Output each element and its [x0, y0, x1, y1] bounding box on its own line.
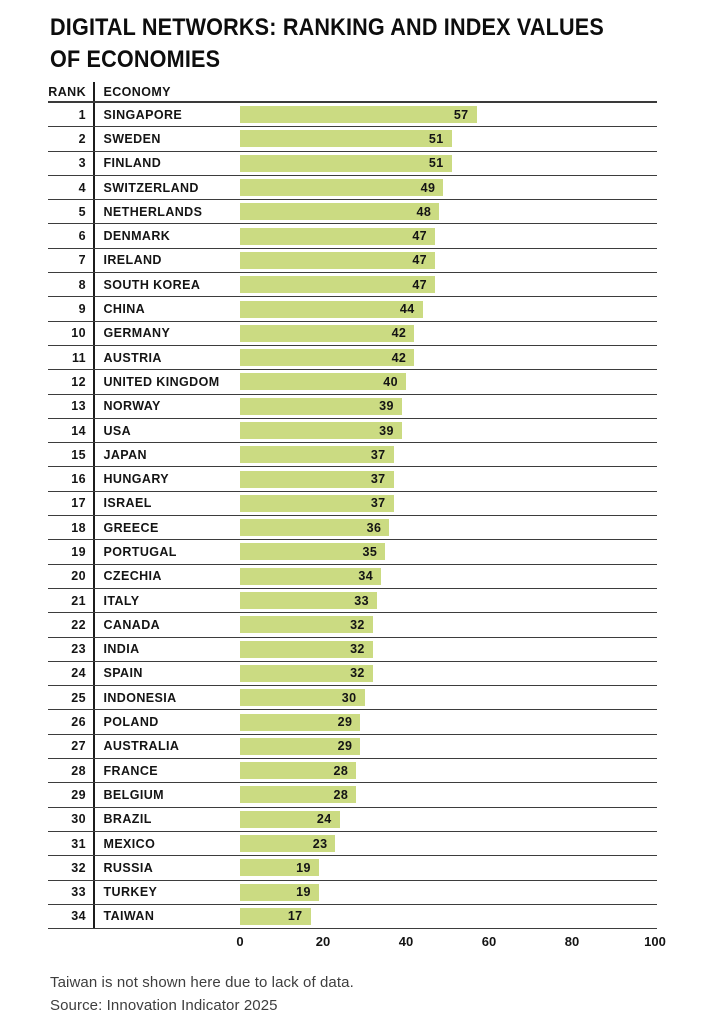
economy-name: RUSSIA — [103, 860, 154, 875]
rank-value: 13 — [71, 399, 86, 414]
bar-cell — [240, 710, 657, 733]
economy-name: CHINA — [103, 302, 146, 317]
rank-value: 3 — [78, 156, 86, 171]
index-bar — [240, 203, 439, 220]
economy-name: MEXICO — [103, 836, 156, 851]
economy-name: GREECE — [103, 520, 159, 535]
index-value-label: 37 — [370, 496, 386, 511]
bar-cell — [240, 492, 657, 515]
economy-name: IRELAND — [103, 253, 162, 268]
index-bar — [240, 811, 340, 828]
table-row — [48, 467, 657, 491]
table-row — [48, 419, 657, 443]
bar-cell — [240, 176, 657, 199]
index-value-label: 51 — [428, 131, 444, 146]
economy-name: INDIA — [103, 642, 140, 657]
index-bar — [240, 714, 360, 731]
table-row — [48, 249, 657, 273]
index-value-label: 39 — [379, 423, 394, 438]
bar-cell — [240, 613, 657, 636]
bar-cell — [240, 127, 657, 150]
index-bar — [240, 859, 319, 876]
index-value-label: 44 — [399, 302, 415, 317]
x-axis-tick-label: 60 — [481, 934, 497, 950]
page-title-line1: DIGITAL NETWORKS: RANKING AND INDEX VALUES — [50, 14, 604, 41]
index-bar — [240, 641, 373, 658]
table-row — [48, 881, 657, 905]
x-axis-tick-label: 100 — [644, 934, 666, 950]
bar-cell — [240, 395, 657, 418]
index-value-label: 29 — [337, 739, 353, 754]
header-bar-area — [240, 82, 657, 101]
index-bar — [240, 908, 311, 925]
economy-name: TAIWAN — [103, 909, 155, 924]
table-row — [48, 103, 657, 127]
index-value-label: 17 — [287, 909, 303, 924]
rank-value: 14 — [71, 423, 86, 438]
x-axis-tick-label: 20 — [315, 934, 331, 950]
table-row — [48, 856, 657, 880]
bar-cell — [240, 905, 657, 928]
table-row — [48, 224, 657, 248]
rank-value: 24 — [71, 666, 86, 681]
index-bar — [240, 422, 402, 439]
table-row — [48, 322, 657, 346]
index-value-label: 28 — [333, 787, 349, 802]
table-row — [48, 686, 657, 710]
index-bar — [240, 301, 423, 318]
economy-name: USA — [103, 423, 132, 438]
table-row — [48, 808, 657, 832]
index-bar — [240, 592, 377, 609]
rank-value: 21 — [71, 593, 86, 608]
table-row — [48, 346, 657, 370]
bar-cell — [240, 152, 657, 175]
rank-value: 28 — [71, 763, 86, 778]
economy-name: ITALY — [103, 593, 140, 608]
economy-name: HUNGARY — [103, 472, 170, 487]
index-value-label: 39 — [379, 399, 394, 414]
index-bar — [240, 252, 435, 269]
economy-name: UNITED KINGDOM — [103, 374, 220, 389]
rank-value: 8 — [78, 277, 86, 292]
index-value-label: 35 — [362, 544, 378, 559]
rank-value: 11 — [71, 350, 86, 365]
rank-value: 32 — [71, 860, 86, 875]
bar-cell — [240, 516, 657, 539]
bar-cell — [240, 540, 657, 563]
bar-cell — [240, 686, 657, 709]
bar-cell — [240, 565, 657, 588]
index-bar — [240, 543, 385, 560]
table-row — [48, 492, 657, 516]
index-bar — [240, 835, 335, 852]
index-value-label: 37 — [370, 447, 386, 462]
bar-cell — [240, 200, 657, 223]
rank-value: 25 — [71, 690, 86, 705]
index-bar — [240, 373, 406, 390]
economy-name: PORTUGAL — [103, 544, 177, 559]
index-value-label: 19 — [296, 860, 311, 875]
rank-value: 23 — [71, 642, 86, 657]
rank-value: 26 — [71, 715, 86, 730]
index-bar — [240, 130, 452, 147]
bar-cell — [240, 103, 657, 126]
economy-name: SOUTH KOREA — [103, 277, 201, 292]
ranking-table — [48, 82, 666, 953]
table-row — [48, 783, 657, 807]
table-row — [48, 589, 657, 613]
x-axis — [48, 929, 666, 953]
table-row — [48, 540, 657, 564]
page-title — [50, 12, 604, 77]
rank-value: 4 — [78, 180, 86, 195]
rank-value: 30 — [71, 812, 86, 827]
index-value-label: 32 — [350, 666, 365, 681]
rank-value: 19 — [71, 544, 86, 559]
chart-footer — [50, 971, 354, 1017]
index-value-label: 57 — [453, 107, 469, 122]
economy-name: INDONESIA — [103, 690, 177, 705]
economy-name: POLAND — [103, 715, 159, 730]
index-value-label: 34 — [358, 569, 374, 584]
index-value-label: 28 — [333, 763, 349, 778]
table-row — [48, 152, 657, 176]
table-row — [48, 905, 657, 929]
table-row — [48, 710, 657, 734]
rank-value: 9 — [78, 302, 86, 317]
economy-name: NETHERLANDS — [103, 204, 203, 219]
index-bar — [240, 106, 477, 123]
table-row — [48, 638, 657, 662]
index-bar — [240, 568, 381, 585]
economy-name: AUSTRALIA — [103, 739, 180, 754]
rank-value: 12 — [71, 374, 86, 389]
x-axis-tick-label: 80 — [564, 934, 580, 950]
table-row — [48, 273, 657, 297]
economy-column-header: ECONOMY — [103, 84, 171, 99]
index-value-label: 51 — [428, 156, 444, 171]
rank-value: 7 — [78, 253, 86, 268]
bar-cell — [240, 249, 657, 272]
index-value-label: 32 — [350, 642, 365, 657]
index-value-label: 30 — [341, 690, 357, 705]
index-value-label: 42 — [391, 350, 407, 365]
bar-cell — [240, 419, 657, 442]
table-row — [48, 297, 657, 321]
bar-cell — [240, 224, 657, 247]
economy-name: ISRAEL — [103, 496, 152, 511]
rank-value: 15 — [71, 447, 86, 462]
rank-value: 6 — [78, 229, 86, 244]
table-header — [48, 82, 657, 103]
index-value-label: 36 — [366, 520, 382, 535]
index-bar — [240, 665, 373, 682]
table-row — [48, 613, 657, 637]
source-text: Source: Innovation Indicator 2025 — [50, 997, 278, 1014]
economy-name: SPAIN — [103, 666, 143, 681]
economy-name: SINGAPORE — [103, 107, 183, 122]
index-value-label: 23 — [312, 836, 328, 851]
bar-cell — [240, 662, 657, 685]
table-row — [48, 516, 657, 540]
index-bar — [240, 398, 402, 415]
bar-cell — [240, 783, 657, 806]
table-row — [48, 759, 657, 783]
economy-name: CZECHIA — [103, 569, 162, 584]
index-value-label: 42 — [391, 326, 407, 341]
economy-name: SWEDEN — [103, 131, 161, 146]
bar-cell — [240, 589, 657, 612]
bar-cell — [240, 443, 657, 466]
index-bar — [240, 276, 435, 293]
index-value-label: 40 — [383, 374, 398, 389]
index-bar — [240, 179, 443, 196]
index-value-label: 32 — [350, 617, 365, 632]
index-value-label: 48 — [416, 204, 432, 219]
rank-value: 17 — [71, 496, 86, 511]
index-bar — [240, 519, 389, 536]
rank-value: 22 — [71, 617, 86, 632]
bar-cell — [240, 638, 657, 661]
rank-value: 31 — [71, 836, 86, 851]
table-row — [48, 443, 657, 467]
index-bar — [240, 495, 394, 512]
x-axis-tick-label: 0 — [236, 934, 244, 950]
rank-column-header: RANK — [48, 84, 86, 99]
table-row — [48, 127, 657, 151]
economy-name: CANADA — [103, 617, 161, 632]
bar-cell — [240, 881, 657, 904]
bar-cell — [240, 273, 657, 296]
economy-name: DENMARK — [103, 229, 171, 244]
index-bar — [240, 738, 360, 755]
index-value-label: 47 — [412, 229, 428, 244]
bar-cell — [240, 832, 657, 855]
rank-value: 2 — [78, 131, 86, 146]
table-row — [48, 370, 657, 394]
bar-cell — [240, 322, 657, 345]
economy-name: GERMANY — [103, 326, 171, 341]
table-body — [48, 103, 657, 929]
index-value-label: 37 — [370, 472, 386, 487]
rank-value: 29 — [71, 787, 86, 802]
page-title-line2: OF ECONOMIES — [50, 46, 221, 74]
rank-value: 34 — [71, 909, 86, 924]
index-bar — [240, 325, 414, 342]
economy-name: FRANCE — [103, 763, 158, 778]
index-bar — [240, 689, 365, 706]
index-bar — [240, 616, 373, 633]
rank-value: 20 — [71, 569, 86, 584]
index-bar — [240, 786, 356, 803]
economy-name: TURKEY — [103, 885, 158, 900]
economy-name: AUSTRIA — [103, 350, 162, 365]
bar-cell — [240, 467, 657, 490]
table-row — [48, 832, 657, 856]
index-bar — [240, 349, 414, 366]
index-value-label: 24 — [316, 812, 332, 827]
bar-cell — [240, 346, 657, 369]
economy-name: SWITZERLAND — [103, 180, 199, 195]
rank-value: 33 — [71, 885, 86, 900]
rank-value: 18 — [71, 520, 86, 535]
index-bar — [240, 446, 394, 463]
x-axis-tick-label: 40 — [398, 934, 414, 950]
rank-value: 1 — [78, 107, 86, 122]
bar-cell — [240, 808, 657, 831]
bar-cell — [240, 297, 657, 320]
bar-cell — [240, 735, 657, 758]
footnote-text: Taiwan is not shown here due to lack of data. — [50, 974, 354, 991]
bar-cell — [240, 759, 657, 782]
index-value-label: 47 — [412, 277, 428, 292]
economy-name: JAPAN — [103, 447, 147, 462]
economy-name: NORWAY — [103, 399, 161, 414]
rank-value: 10 — [71, 326, 86, 341]
index-bar — [240, 884, 319, 901]
table-row — [48, 662, 657, 686]
table-row — [48, 200, 657, 224]
economy-name: BRAZIL — [103, 812, 152, 827]
rank-value: 5 — [78, 204, 86, 219]
index-bar — [240, 471, 394, 488]
index-bar — [240, 155, 452, 172]
economy-name: FINLAND — [103, 156, 162, 171]
bar-cell — [240, 856, 657, 879]
index-value-label: 19 — [296, 885, 311, 900]
bar-cell — [240, 370, 657, 393]
index-value-label: 29 — [337, 715, 353, 730]
index-value-label: 49 — [420, 180, 436, 195]
rank-value: 16 — [71, 472, 86, 487]
index-bar — [240, 762, 356, 779]
table-row — [48, 565, 657, 589]
table-row — [48, 735, 657, 759]
table-row — [48, 395, 657, 419]
index-bar — [240, 228, 435, 245]
rank-value: 27 — [71, 739, 86, 754]
table-row — [48, 176, 657, 200]
index-value-label: 47 — [412, 253, 428, 268]
economy-name: BELGIUM — [103, 787, 164, 802]
index-value-label: 33 — [354, 593, 369, 608]
